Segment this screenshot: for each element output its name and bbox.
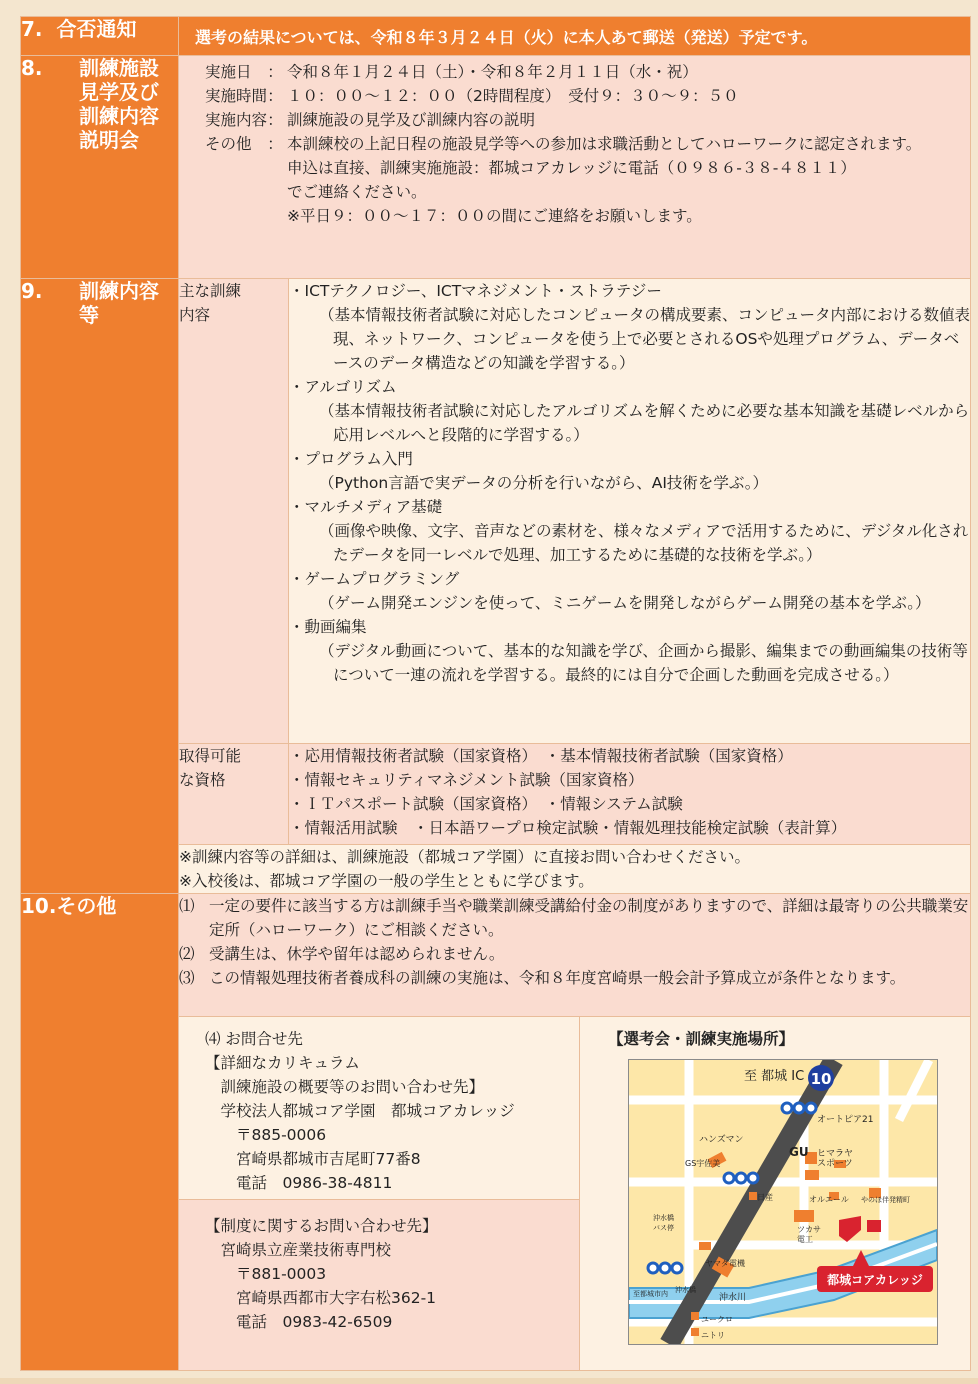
label-line: な資格 xyxy=(179,771,226,789)
title-line: 説明会 xyxy=(79,128,139,152)
label-sports: スポーツ xyxy=(817,1159,853,1169)
contact-phone: 電話 0983-42-6509 xyxy=(205,1313,393,1331)
label-otopia: オートピア21 xyxy=(817,1115,874,1125)
course-title: ・プログラム入門 xyxy=(289,450,413,468)
main-training-label xyxy=(179,279,289,744)
label-ic: 至 都城 IC xyxy=(744,1069,805,1084)
detail-row-content xyxy=(205,108,958,132)
application-phone: 申込は直接、訓練実施施設：都城コアカレッジに電話（０９８６-３８-４８１１） xyxy=(287,159,856,177)
course-item xyxy=(289,567,970,615)
application-contact: でご連絡ください。 xyxy=(287,183,427,201)
item-text: 受講生は、休学や留年は認められません。 xyxy=(209,945,505,963)
other-notes xyxy=(179,894,971,1017)
label-yanagi: やのほ伴発精町 xyxy=(861,1196,910,1204)
map-graphic xyxy=(629,1060,937,1344)
contact-and-map xyxy=(179,1017,971,1371)
course-item xyxy=(289,375,970,447)
result-notice-text: 選考の結果については、令和８年３月２４日（火）に本人あて郵送（発送）予定です。 xyxy=(179,17,971,56)
section-number: 9. xyxy=(21,279,43,303)
item-number: ⑵ xyxy=(179,945,195,963)
section-10-row-top xyxy=(21,894,971,1017)
application-info xyxy=(205,156,958,228)
section-7-heading xyxy=(21,17,179,56)
label-tsukasa: ツカサ xyxy=(797,1225,821,1234)
qualification-item: ・情報活用試験 ・日本語ワープロ検定試験・情報処理技能検定試験（表計算） xyxy=(289,819,847,837)
detail-colon: ： xyxy=(267,111,283,129)
contact-line: 〒885-0006 xyxy=(205,1126,327,1144)
detail-key: 実施時間 xyxy=(205,87,268,105)
course-description: （デジタル動画について、基本的な知識を学び、企画から撮影、編集までの動画編集の技術等について一連の流れを学習する。最終的には自分で企画した動画を完成させる。） xyxy=(319,642,968,684)
notice-sheet xyxy=(20,16,970,1371)
contact-line: 宮崎県西都市大字右松362-1 xyxy=(205,1289,437,1307)
label-core-college: 都城コアカレッジ xyxy=(827,1273,923,1287)
item-text: この情報処理技術者養成科の訓練の実施は、令和８年度宮崎県一般会計予算成立が条件となります。 xyxy=(209,969,906,987)
course-description: （ゲーム開発エンジンを使って、ミニゲームを開発しながらゲーム開発の基本を学ぶ。） xyxy=(319,594,931,612)
course-description: （Python言語で実データの分析を行いながら、AI技術を学ぶ。） xyxy=(319,474,768,492)
section-title: 10.その他 xyxy=(21,894,117,918)
detail-key: その他 xyxy=(205,135,252,153)
detail-row-other xyxy=(205,132,958,156)
section-7-row xyxy=(21,17,971,56)
page-bottom-band xyxy=(0,1378,978,1384)
course-description: （基本情報技術者試験に対応したアルゴリズムを解くために必要な基本知識を基礎レベルから応用レベルへと段階的に学習する。） xyxy=(319,402,970,444)
label-denko: 電工 xyxy=(797,1235,813,1244)
section-9-row-courses xyxy=(21,279,971,744)
contact-line: 【制度に関するお問い合わせ先】 xyxy=(205,1217,438,1235)
section-number: 8. xyxy=(21,56,43,80)
detail-row-date xyxy=(205,60,958,84)
section-title xyxy=(79,279,159,327)
other-note-item xyxy=(179,942,970,966)
detail-colon: ： xyxy=(267,87,283,105)
title-line: 訓練内容 xyxy=(79,279,159,303)
label-orle: オルエール xyxy=(809,1195,849,1204)
detail-value: １０：００～１２：００（2時間程度） 受付９：３０～９：５０ xyxy=(287,87,739,105)
course-item xyxy=(289,279,970,375)
detail-value: 本訓練校の上記日程の施設見学等への参加は求職活動としてハローワークに認定されます。 xyxy=(287,135,922,153)
other-note-item xyxy=(179,894,970,942)
label-yamada: ヤマダ電機 xyxy=(705,1259,745,1268)
label-gs: GS宇佐美 xyxy=(685,1159,721,1168)
title-line: 訓練施設 xyxy=(79,56,159,80)
title-line: 訓練内容 xyxy=(79,104,159,128)
label-okimizu-river: 沖水川 xyxy=(719,1293,747,1303)
curriculum-contact xyxy=(179,1017,579,1200)
section-8-row xyxy=(21,56,971,279)
section-title xyxy=(79,56,159,152)
course-item xyxy=(289,615,970,687)
detail-value: 令和８年１月２４日（土）・令和８年２月１１日（水・祝） xyxy=(287,63,698,81)
label-yukuro: ユークロ xyxy=(701,1315,733,1324)
label-nissan: 日産 xyxy=(757,1193,773,1202)
detail-value: 訓練施設の見学及び訓練内容の説明 xyxy=(287,111,536,129)
section-10-heading xyxy=(21,894,179,1371)
section-9-heading xyxy=(21,279,179,894)
info-table xyxy=(20,16,971,1371)
label-to-city: 至都城市内 xyxy=(633,1290,668,1298)
qualification-label xyxy=(179,744,289,845)
contact-phone: 電話 0986-38-4811 xyxy=(205,1174,393,1192)
section-number: 7. xyxy=(21,17,43,41)
item-text: 一定の要件に該当する方は訓練手当や職業訓練受講給付金の制度がありますので、詳細は最寄りの公共職業安定所（ハローワーク）にご相談ください。 xyxy=(209,897,969,939)
item-number: ⑴ xyxy=(179,897,195,915)
contact-line: 学校法人都城コア学園 都城コアカレッジ xyxy=(205,1102,515,1120)
course-item xyxy=(289,447,970,495)
section-title: 合否通知 xyxy=(56,17,137,41)
section-8-heading xyxy=(21,56,179,279)
course-list xyxy=(289,279,971,744)
qualification-item: ・情報セキュリティマネジメント試験（国家資格） xyxy=(289,771,644,789)
briefing-details xyxy=(179,56,971,279)
detail-colon: ： xyxy=(267,63,283,81)
item-number: ⑶ xyxy=(179,969,195,987)
system-contact xyxy=(179,1200,579,1370)
contact-line: ⑷ お問合せ先 xyxy=(205,1030,303,1048)
location-map xyxy=(628,1059,938,1345)
detail-colon: ： xyxy=(267,135,283,153)
contact-line: 【詳細なカリキュラム xyxy=(205,1054,360,1072)
detail-key: 実施日 xyxy=(205,63,252,81)
contact-line: 宮崎県都城市吉尾町77番8 xyxy=(205,1150,421,1168)
course-title: ・ゲームプログラミング xyxy=(289,570,460,588)
label-gu: GU xyxy=(789,1145,809,1159)
label-busstop: バス停 xyxy=(653,1224,674,1232)
course-title: ・ICTテクノロジー、ICTマネジメント・ストラテジー xyxy=(289,282,662,300)
qualification-item: ・応用情報技術者試験（国家資格） ・基本情報技術者試験（国家資格） xyxy=(289,747,793,765)
title-line: 見学及び xyxy=(79,80,159,104)
course-title: ・アルゴリズム xyxy=(289,378,397,396)
course-item xyxy=(289,495,970,567)
other-note-item xyxy=(179,966,970,990)
label-line: 主な訓練 xyxy=(179,282,242,300)
detail-row-time xyxy=(205,84,958,108)
course-description: （画像や映像、文字、音声などの素材を、様々なメディアで活用するために、デジタル化されたデータを同一レベルで処理、加工するために基礎的な技術を学ぶ。） xyxy=(319,522,969,564)
title-line: 等 xyxy=(79,303,99,327)
note-line: ※訓練内容等の詳細は、訓練施設（都城コア学園）に直接お問い合わせください。 xyxy=(179,848,750,866)
note-line: ※入校後は、都城コア学園の一般の学生とともに学びます。 xyxy=(179,872,594,890)
contact-line: 宮崎県立産業技術専門校 xyxy=(205,1241,392,1259)
course-title: ・動画編集 xyxy=(289,618,367,636)
training-notes xyxy=(179,845,971,894)
contact-line: 〒881-0003 xyxy=(205,1265,327,1283)
label-line: 取得可能 xyxy=(179,747,242,765)
course-title: ・マルチメディア基礎 xyxy=(289,498,443,516)
label-nitori: ニトリ xyxy=(701,1331,725,1340)
course-description: （基本情報技術者試験に対応したコンピュータの構成要素、コンピュータ内部における数値表現、ネットワーク、コンピュータを使う上で必要とされるOSや処理プログラム、データベースのデータ構造などの知識を学習する。） xyxy=(319,306,971,372)
label-okihashi: 沖水橋 xyxy=(653,1214,674,1222)
label-okimizu-bridge: 沖水橋 xyxy=(675,1286,696,1294)
contact-line: 訓練施設の概要等のお問い合わせ先】 xyxy=(205,1078,485,1096)
qualification-item: ・ＩＴパスポート試験（国家資格） ・情報システム試験 xyxy=(289,795,683,813)
application-hours: ※平日９：００～１７：００の間にご連絡をお願いします。 xyxy=(287,207,702,225)
label-hansman: ハンズマン xyxy=(699,1135,744,1145)
map-column xyxy=(579,1017,970,1370)
label-himalaya: ヒマラヤ xyxy=(817,1149,854,1159)
detail-key: 実施内容 xyxy=(205,111,268,129)
qualification-list xyxy=(289,744,971,845)
route-number: 10 xyxy=(810,1070,832,1088)
contact-column xyxy=(179,1017,579,1370)
route-10-shield xyxy=(808,1065,834,1091)
map-title: 【選考会・訓練実施場所】 xyxy=(608,1030,795,1048)
label-line: 内容 xyxy=(179,306,211,324)
